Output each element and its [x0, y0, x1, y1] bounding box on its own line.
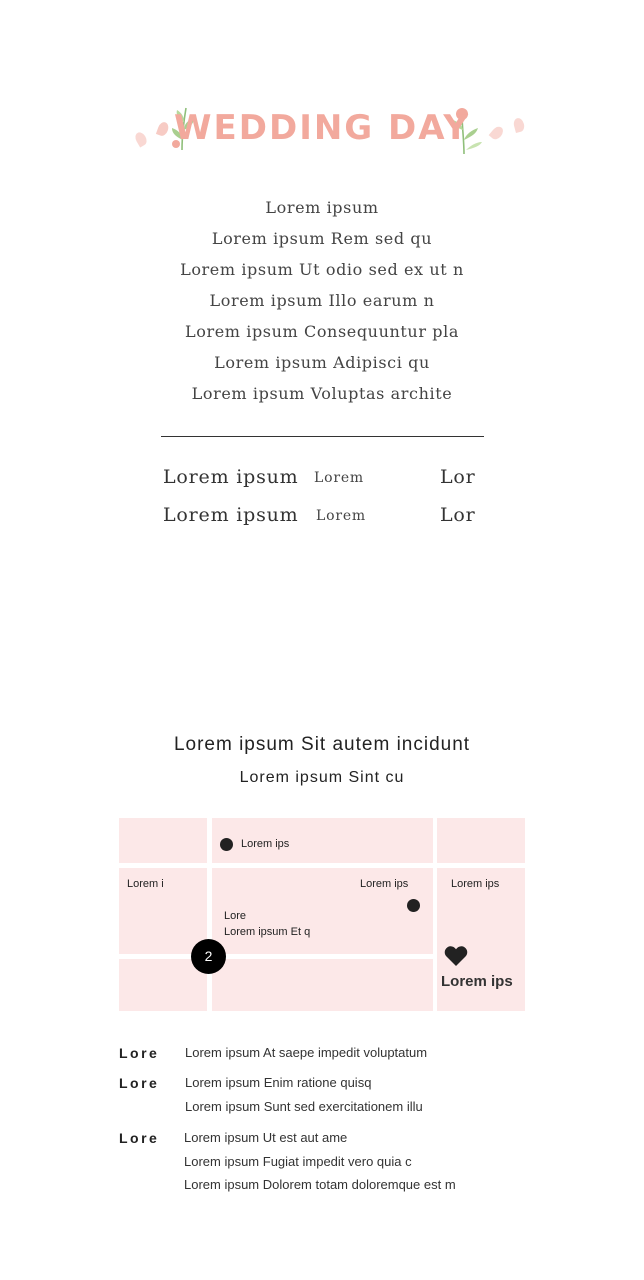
- location-subtitle: Lorem ipsum Sint cu: [239, 769, 405, 786]
- intro-text: [0, 196, 644, 413]
- landmark-dot-icon: [220, 838, 233, 851]
- map-label-left: Lorem i: [127, 878, 164, 890]
- schedule-label: Lorem ipsum: [163, 504, 299, 526]
- map-block: [212, 959, 433, 1011]
- intro-line: Lorem ipsum Illo earum n: [209, 291, 435, 310]
- transport-line: Lorem ipsum Dolorem totam doloremque est m: [184, 1177, 456, 1192]
- wedding-day-header: [120, 96, 524, 168]
- venue-line-1: Lore: [224, 910, 247, 922]
- schedule-value: Lor: [440, 504, 476, 526]
- schedule-row: [163, 504, 483, 534]
- schedule-value: Lor: [440, 466, 476, 488]
- map-label-top: Lorem ips: [241, 838, 290, 850]
- intro-line: Lorem ipsum Voluptas archite: [191, 384, 453, 403]
- map-block: [119, 818, 207, 863]
- intro-line: Lorem ipsum Rem sed qu: [211, 229, 433, 248]
- map-label-right: Lorem ips: [451, 878, 500, 890]
- landmark-dot-icon: [407, 899, 420, 912]
- transport-line: Lorem ipsum Ut est aut ame: [184, 1130, 348, 1145]
- venue-name-label: Lorem ips: [441, 973, 513, 990]
- intro-line: Lorem ipsum Ut odio sed ex ut n: [180, 260, 464, 279]
- transport-line: Lorem ipsum Sunt sed exercitationem illu: [185, 1099, 423, 1114]
- map-marker-number[interactable]: 2: [191, 939, 226, 974]
- transport-label: Lore: [119, 1075, 160, 1091]
- divider: [161, 436, 484, 437]
- heart-icon: [444, 945, 468, 967]
- schedule-detail: Lorem: [314, 470, 364, 486]
- schedule-row: [163, 466, 483, 496]
- location-title: Lorem ipsum Sit autem incidunt: [173, 734, 471, 755]
- location-map[interactable]: [119, 818, 525, 1011]
- schedule-detail: Lorem: [316, 508, 366, 524]
- intro-line: Lorem ipsum Adipisci qu: [214, 353, 430, 372]
- transport-line: Lorem ipsum Fugiat impedit vero quia c: [184, 1154, 412, 1169]
- transport-line: Lorem ipsum At saepe impedit voluptatum: [185, 1045, 428, 1060]
- map-block: [437, 818, 525, 863]
- schedule-label: Lorem ipsum: [163, 466, 299, 488]
- intro-line: Lorem ipsum Consequuntur pla: [185, 322, 459, 341]
- transport-line: Lorem ipsum Enim ratione quisq: [185, 1075, 372, 1090]
- map-label-mid: Lorem ips: [360, 878, 409, 890]
- intro-line: Lorem ipsum: [265, 198, 379, 217]
- transport-label: Lore: [119, 1130, 160, 1146]
- venue-line-2: Lorem ipsum Et q: [224, 926, 311, 938]
- transport-label: Lore: [119, 1045, 160, 1061]
- page-title: WEDDING DAY: [174, 108, 470, 148]
